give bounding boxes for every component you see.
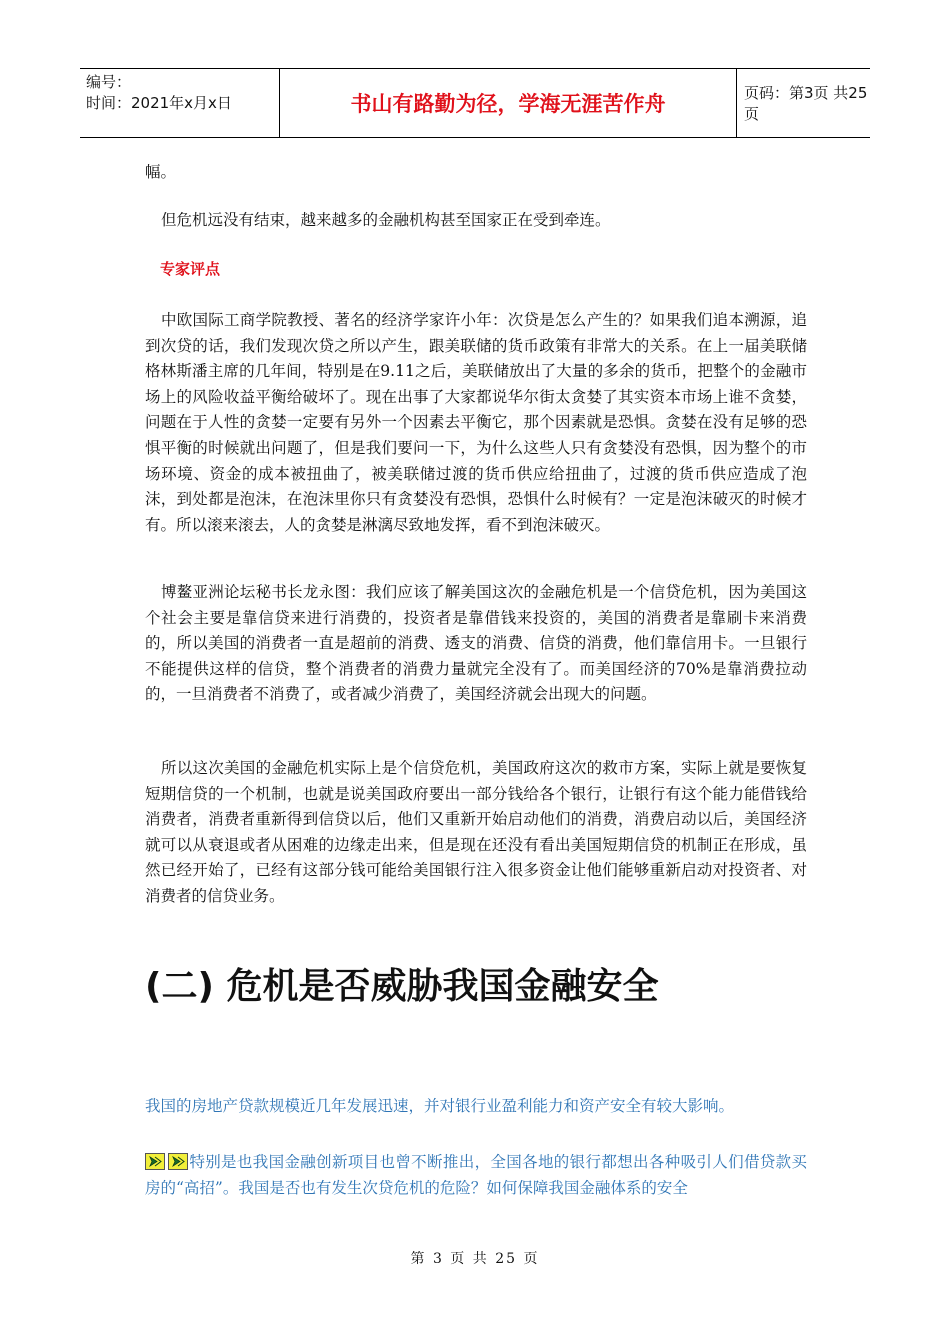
- page-footer: 第 3 页 共 25 页: [410, 1251, 540, 1267]
- paragraph-continuation: 幅。: [145, 163, 177, 181]
- section-heading: (二) 危机是否威胁我国金融安全: [145, 966, 659, 1007]
- paragraph-long-yongtu: 博鳌亚洲论坛秘书长龙永图：我们应该了解美国这次的金融危机是一个信贷危机，因为美国这个社会主要是靠信贷来进行消费的，投资者是靠借钱来投资的，美国的消费者是靠刷卡来消费的，所以美国的消费者一直是超前的消费、透支的消费、信贷的消费，他们靠信用卡。一旦银行不能提供这样的信贷，整个消费者的消费力量就完全没有了。而美国经济的70%是靠消费拉动的，一旦消费者不消费了，或者减少消费了，美国经济就会出现大的问题。: [145, 583, 807, 704]
- page-header: [80, 68, 870, 138]
- header-meta: [80, 69, 280, 137]
- header-motto: 书山有路勤为径，学海无涯苦作舟: [280, 69, 737, 137]
- header-page-info: 页码：第3页 共25页: [744, 84, 868, 123]
- arrow-icon: [168, 1153, 188, 1170]
- arrow-icon: [145, 1153, 165, 1170]
- paragraph-xu-xiaonian: 中欧国际工商学院教授、著名的经济学家许小年：次贷是怎么产生的？如果我们追本溯源，追到次贷的话，我们发现次贷之所以产生，跟美联储的货币政策有非常大的关系。在上一届美联储格林斯潘主席的几年间，特别是在9.11之后，美联储放出了大量的多余的货币，把整个的金融市场上的风险收益平衡给破坏了。现在出事了大家都说华尔街太贪婪了其实资本市场上谁不贪婪，问题在于人性的贪婪一定要有另外一个因素去平衡它，那个因素就是恐惧。贪婪在没有足够的恐惧平衡的时候就出问题了，但是我们要问一下，为什么这些人只有贪婪没有恐惧，因为整个的市场环境、资金的成本被扭曲了，被美联储过渡的货币供应给扭曲了，过渡的货币供应造成了泡沫，到处都是泡沫，在泡沫里你只有贪婪没有恐惧，恐惧什么时候有？一定是泡沫破灭的时候才有。所以滚来滚去，人的贪婪是淋漓尽致地发挥，看不到泡沫破灭。: [145, 311, 807, 534]
- paragraph-financial-innovation: 特别是也我国金融创新项目也曾不断推出，全国各地的银行都想出各种吸引人们借贷款买房的“高招”。我国是否也有发生次贷危机的危险？如何保障我国金融体系的安全: [145, 1153, 807, 1197]
- arrow-icons: [145, 1153, 188, 1170]
- paragraph-crisis-not-over: 但危机远没有结束，越来越多的金融机构甚至国家正在受到牵连。: [161, 211, 611, 229]
- paragraph-real-estate-loans: 我国的房地产贷款规模近几年发展迅速，并对银行业盈利能力和资产安全有较大影响。: [145, 1097, 735, 1115]
- expert-comment-heading: 专家评点: [160, 260, 221, 278]
- header-number-label: 编号：: [86, 73, 132, 91]
- header-time-label: 时间：2021年x月x日: [86, 94, 232, 112]
- paragraph-credit-crisis: 所以这次美国的金融危机实际上是个信贷危机，美国政府这次的救市方案，实际上就是要恢复短期信贷的一个机制，也就是说美国政府要出一部分钱给各个银行，让银行有这个能力能借钱给消费者，消费者重新得到信贷以后，他们又重新开始启动他们的消费，消费启动以后，美国经济就可以从衰退或者从困难的边缘走出来，但是现在还没有看出美国短期信贷的机制正在形成，虽然已经开始了，已经有这部分钱可能给美国银行注入很多资金让他们能够重新启动对投资者、对消费者的信贷业务。: [145, 759, 807, 905]
